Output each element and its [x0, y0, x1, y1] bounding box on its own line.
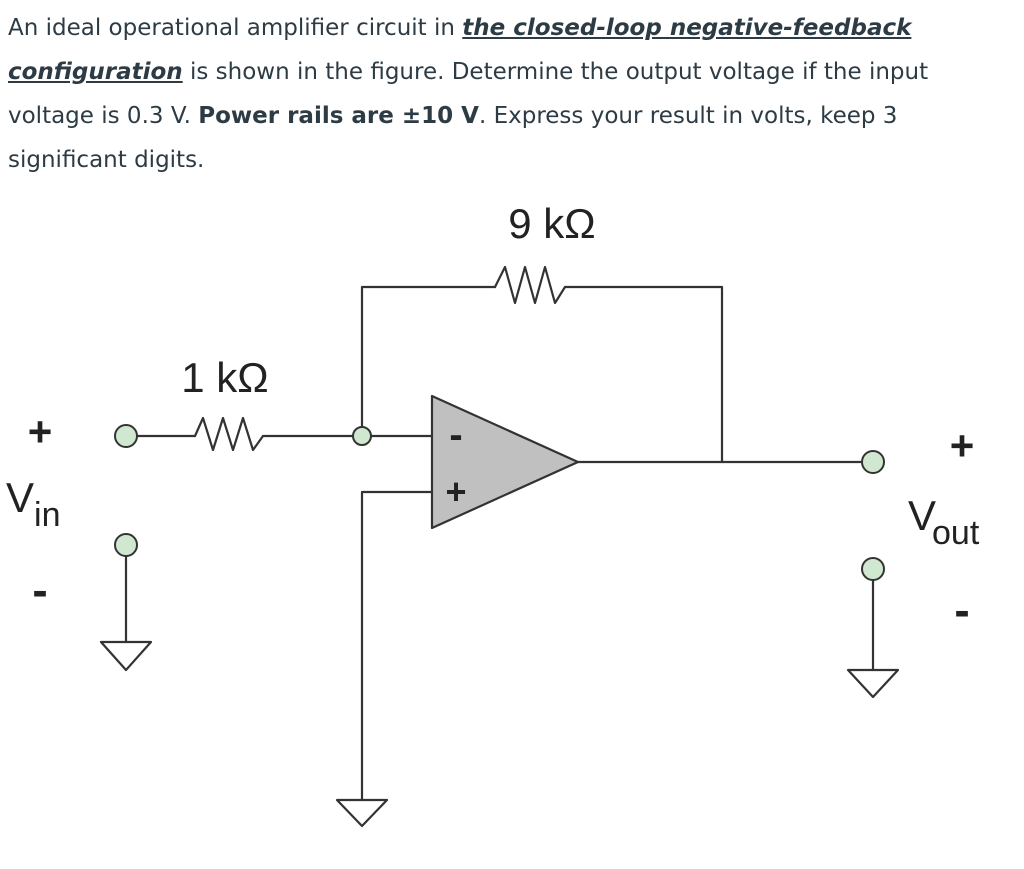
- configuration-link[interactable]: the closed-loop negative-feedback configuration: [8, 15, 912, 85]
- question-text-2: is shown in the figure. Determine the output voltage if the input voltage is 0.3 V.: [8, 59, 929, 129]
- question-text-3: . Express your result in volts, keep 3 significant digits.: [8, 103, 898, 173]
- vout-plus-sign: +: [949, 422, 975, 469]
- vin-plus-sign: +: [27, 408, 53, 455]
- vin-label: [6, 474, 60, 534]
- opamp-ground-symbol: [337, 800, 387, 826]
- power-rails-text: Power rails are ±10 V: [198, 103, 479, 129]
- input-resistor-label: 1 kΩ: [181, 354, 269, 401]
- vout-v: V: [908, 492, 937, 539]
- vout-subscript: out: [932, 514, 980, 552]
- input-resistor-symbol: [195, 418, 263, 450]
- vin-negative-terminal: [115, 534, 137, 556]
- vin-minus-sign: -: [32, 564, 48, 616]
- vout-negative-terminal: [862, 558, 884, 580]
- vout-minus-sign: -: [954, 584, 970, 636]
- feedback-resistor-label: 9 kΩ: [508, 200, 596, 247]
- vin-subscript: in: [34, 496, 61, 534]
- feedback-wire-left: [362, 287, 495, 436]
- opamp-noninverting-label: +: [445, 471, 467, 512]
- vout-label: [908, 492, 980, 552]
- noninverting-input-wire: [362, 492, 432, 800]
- vout-positive-terminal: [862, 451, 884, 473]
- vin-positive-terminal: [115, 425, 137, 447]
- vin-v: V: [6, 474, 35, 521]
- vout-ground-symbol: [848, 670, 898, 697]
- question-text-1: An ideal operational amplifier circuit in: [8, 15, 463, 41]
- feedback-wire-right: [565, 287, 722, 462]
- junction-node: [353, 427, 371, 445]
- opamp-inverting-label: -: [449, 413, 463, 457]
- vin-ground-symbol: [101, 642, 151, 670]
- feedback-resistor-symbol: [495, 267, 565, 303]
